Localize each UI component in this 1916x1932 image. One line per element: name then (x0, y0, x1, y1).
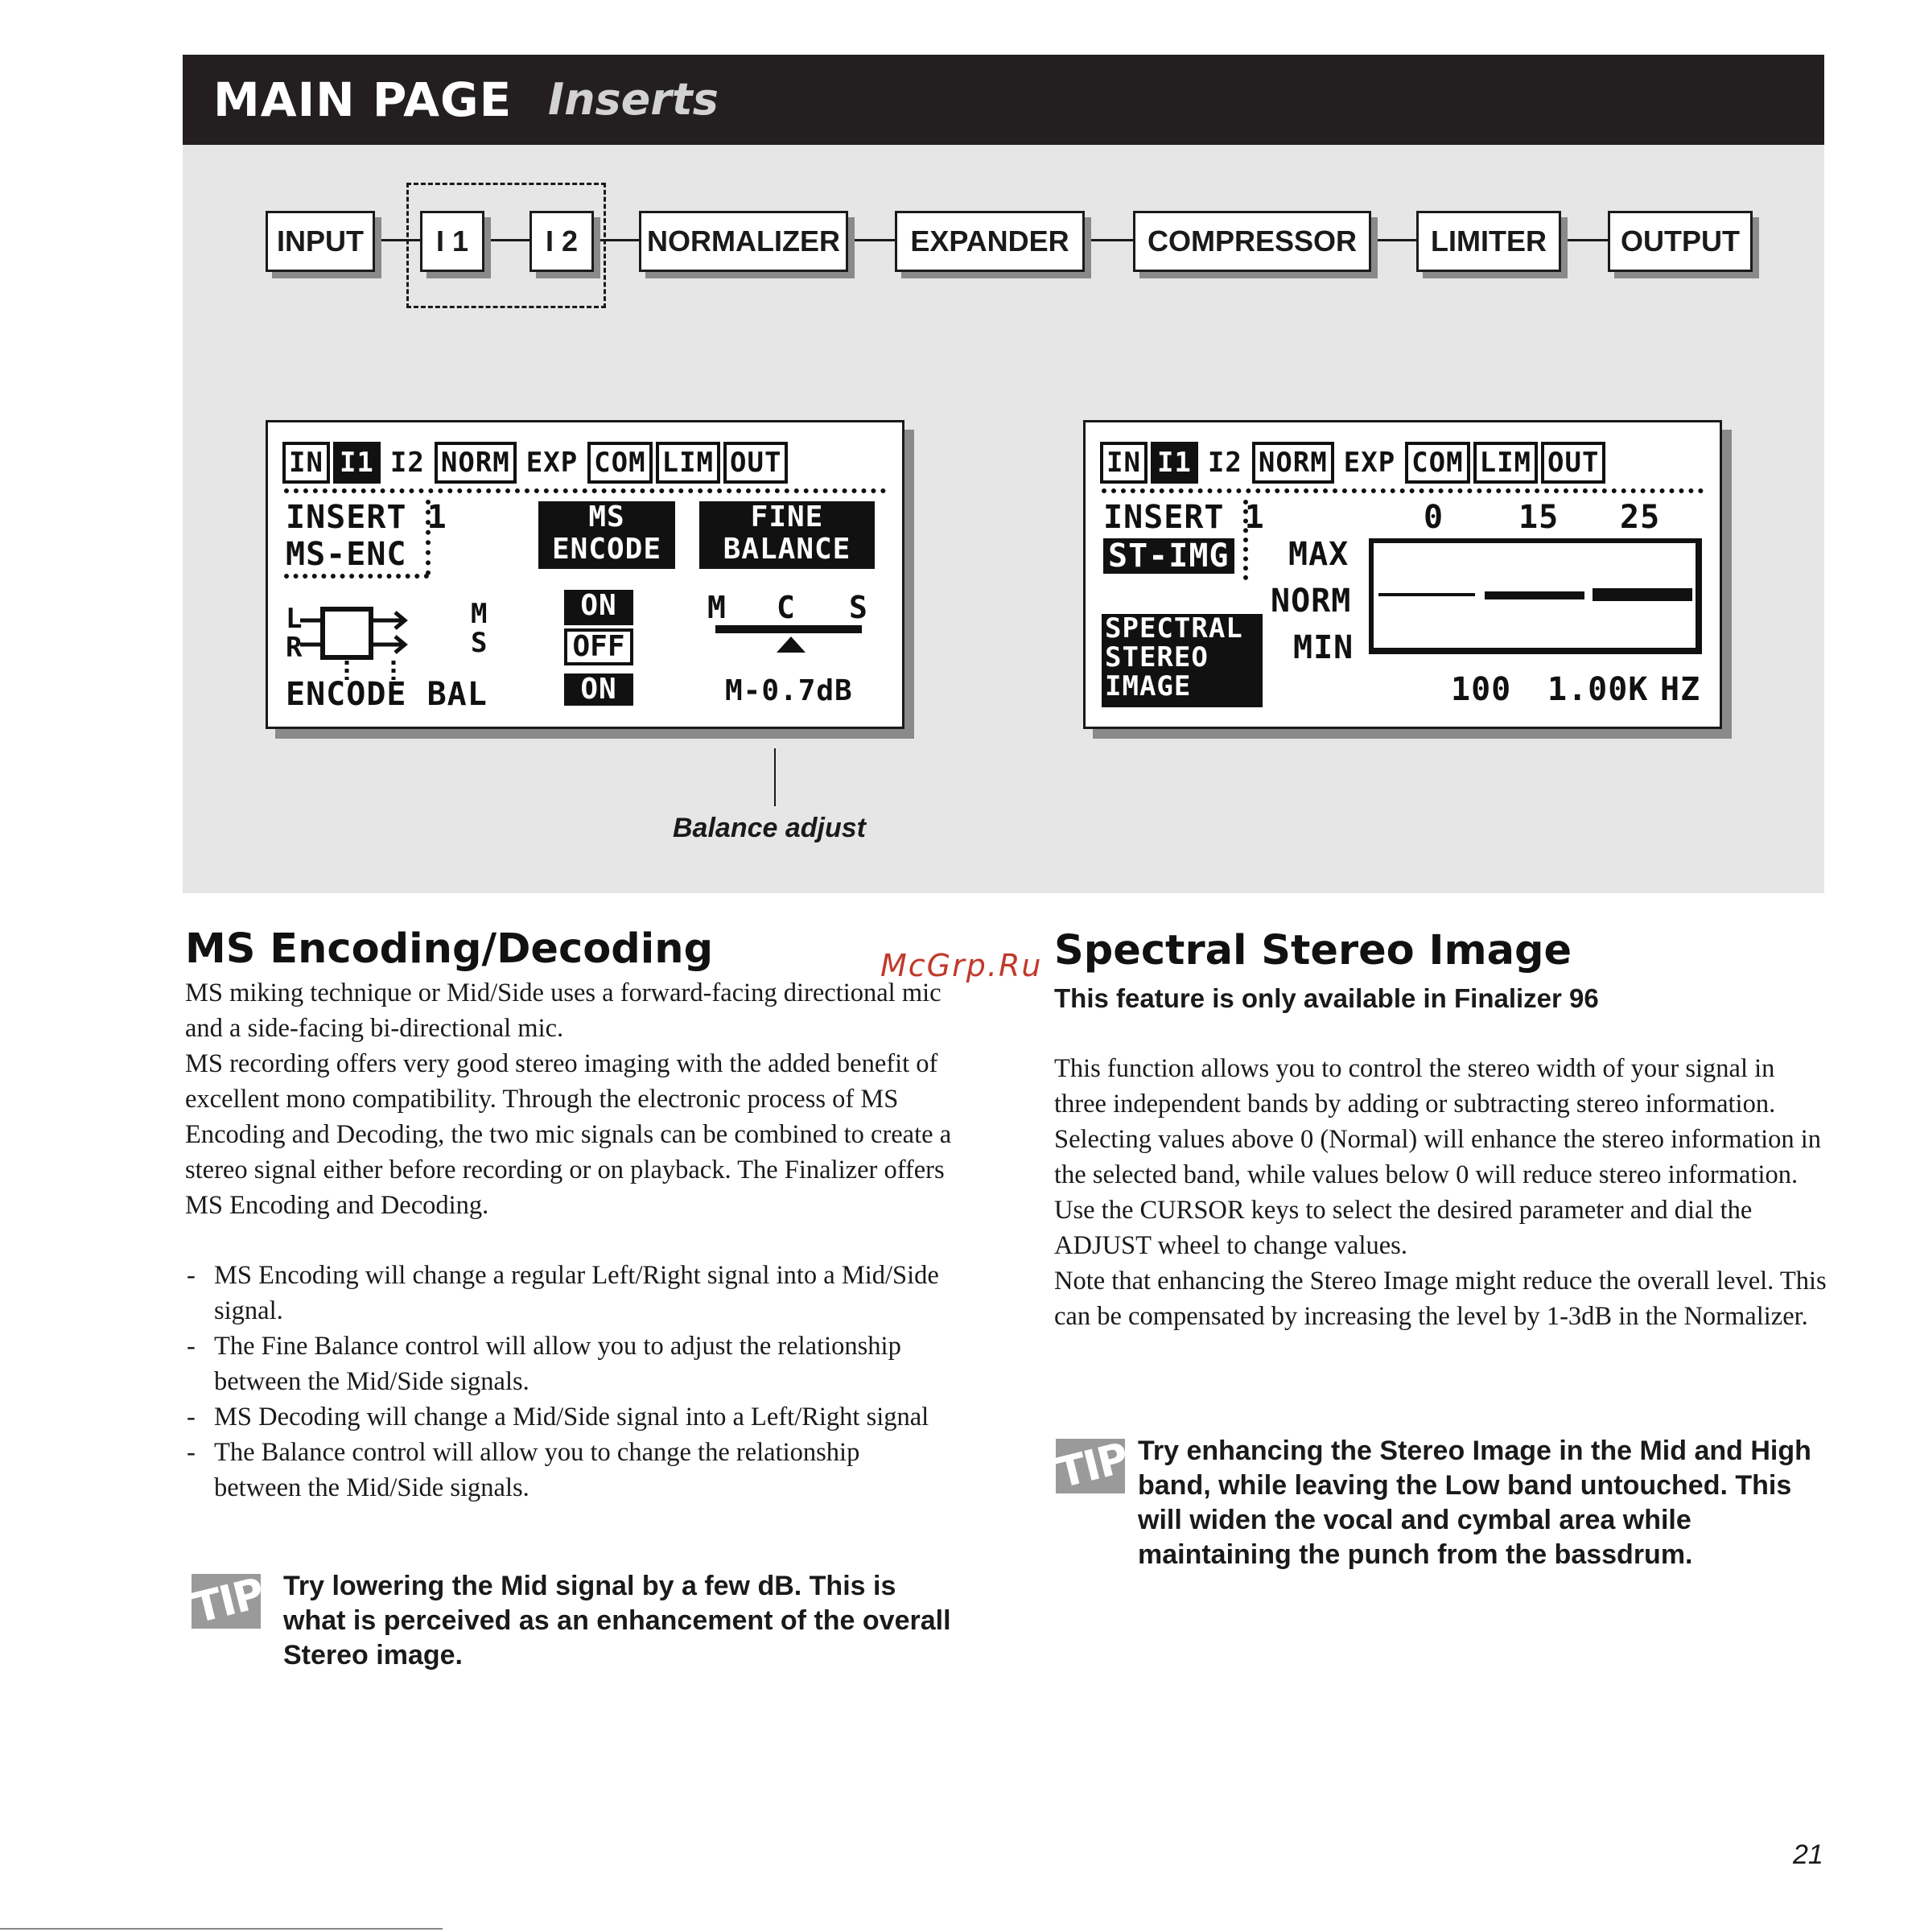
lcd-insert-label: INSERT 1 (286, 499, 447, 536)
stereo-image-graph (1369, 538, 1702, 654)
balance-value: M-0.7dB (725, 674, 853, 707)
top-value-mid: 15 (1518, 499, 1560, 536)
input-l: L (286, 603, 303, 635)
lcd-tab-i2: I2 (384, 442, 431, 484)
chain-compressor: COMPRESSOR (1133, 211, 1371, 272)
scale-m: M (707, 590, 727, 625)
lcd-ms-encode (266, 420, 904, 729)
chain-insert-1: I 1 (420, 211, 484, 272)
right-para-3: Note that enhancing the Stereo Image might reduce the overall level. This can be compensated by increasing the level by 1-3dB in the Normalizer. (1054, 1267, 1827, 1331)
lcd2-insert-label: INSERT 1 (1103, 499, 1265, 536)
ssi-line2: STEREO (1105, 641, 1209, 674)
left-bullet-list (185, 1258, 942, 1506)
top-value-high: 25 (1620, 499, 1661, 536)
lcd2-mode-label: ST-IMG (1103, 538, 1234, 574)
page-number: 21 (1793, 1839, 1823, 1870)
balance-slider-track (715, 625, 862, 633)
balance-adjust-callout: Balance adjust (673, 813, 866, 843)
lcd2-mode-divider (1243, 500, 1248, 580)
lcd2-tab-bar (1100, 442, 1609, 484)
lcd-tab-com: COM (587, 442, 652, 484)
band-high-level (1593, 588, 1692, 601)
ms-encode-line1: MS (588, 501, 625, 533)
ms-encode-block (538, 501, 675, 569)
scale-c: C (777, 590, 796, 625)
ssi-line1: SPECTRAL (1105, 612, 1243, 645)
chain-normalizer: NORMALIZER (639, 211, 848, 272)
scale-s: S (849, 590, 868, 625)
left-section-title: MS Encoding/Decoding (185, 925, 714, 973)
tip-icon: TIP (188, 1569, 268, 1633)
lcd2-divider (1102, 488, 1704, 493)
right-para-2: Use the CURSOR keys to select the desired parameter and dial the ADJUST wheel to change values. (1054, 1196, 1753, 1260)
lcd-tab-out: OUT (723, 442, 788, 484)
lcd-tab-norm: NORM (435, 442, 517, 484)
ms-encode-line2: ENCODE (551, 533, 662, 566)
watermark: McGrp.Ru (880, 948, 1043, 983)
lcd2-tab-norm: NORM (1252, 442, 1334, 484)
chain-input: INPUT (266, 211, 375, 272)
right-para-1: This function allows you to control the stereo width of your signal in three independent bands by adding or subtracting stereo information. Selecting values above 0 (Normal) will enhance the stereo information in the selected band, while values below 0 will reduce stereo information. (1054, 1054, 1822, 1189)
page-header (183, 55, 1824, 145)
tip-icon: TIP (1053, 1434, 1132, 1498)
balance-state-on: ON (564, 674, 633, 706)
bullet-balance: - The Balance control will allow you to change the relationship between the Mid/Side signals. (185, 1435, 942, 1506)
right-tip-text: Try enhancing the Stereo Image in the Mid and High band, while leaving the Low band untouched. This will widen the vocal and cymbal area while maintaining the punch from the bassdrum. (1138, 1436, 1811, 1570)
lcd-mode-divider (426, 500, 431, 575)
input-r: R (286, 632, 303, 664)
lcd2-tab-i1: I1 (1151, 442, 1198, 484)
spectral-stereo-image-block (1102, 614, 1263, 707)
ssi-line3: IMAGE (1105, 670, 1192, 702)
output-m: M (471, 598, 488, 630)
lcd-tab-exp: EXP (520, 442, 584, 484)
top-value-low: 0 (1424, 499, 1444, 536)
freq-low: 100 (1451, 671, 1512, 708)
left-para-1: MS miking technique or Mid/Side uses a forward-facing directional mic and a side-facing bi-directional mic. (185, 978, 942, 1043)
lcd2-tab-exp: EXP (1337, 442, 1402, 484)
left-body (185, 975, 958, 1223)
left-tip-text: Try lowering the Mid signal by a few dB. This is what is perceived as an enhancement of the overall Stereo image. (283, 1571, 951, 1670)
bullet-fine-balance: - The Fine Balance control will allow you to adjust the relationship between the Mid/Side signals. (185, 1329, 942, 1399)
encode-state-off: OFF (564, 628, 633, 665)
chain-limiter: LIMITER (1416, 211, 1561, 272)
balance-pointer-icon (775, 635, 807, 654)
header-title: MAIN PAGE (213, 72, 513, 127)
callout-line (774, 748, 776, 806)
right-body (1054, 1051, 1832, 1334)
row-min: MIN (1293, 629, 1354, 666)
ms-encoder-diagram (300, 603, 421, 683)
lcd-tab-in: IN (282, 442, 330, 484)
lcd2-tab-in: IN (1100, 442, 1148, 484)
output-s: S (471, 627, 488, 659)
lcd-mode-underline (284, 574, 429, 579)
fine-balance-line1: FINE (750, 501, 824, 533)
lcd-bottom-labels: ENCODE BAL (286, 676, 488, 713)
lcd-stereo-image (1083, 420, 1722, 729)
chain-expander: EXPANDER (895, 211, 1085, 272)
fine-balance-block (699, 501, 875, 569)
lcd-tab-i1: I1 (333, 442, 381, 484)
freq-unit: HZ (1660, 671, 1701, 708)
encode-state-on: ON (564, 590, 633, 625)
lcd-tab-bar (282, 442, 791, 484)
right-section-title: Spectral Stereo Image (1054, 927, 1572, 974)
freq-mid: 1.00K (1547, 671, 1649, 708)
lcd2-tab-out: OUT (1541, 442, 1605, 484)
lcd-mode-label: MS-ENC (286, 536, 407, 573)
chain-output: OUTPUT (1608, 211, 1753, 272)
footer-rule (0, 1928, 443, 1930)
fine-balance-line2: BALANCE (723, 533, 851, 566)
row-norm: NORM (1271, 583, 1352, 620)
bullet-ms-decoding: - MS Decoding will change a Mid/Side signal into a Left/Right signal (185, 1399, 942, 1435)
band-low-level (1378, 593, 1475, 596)
bullet-ms-encoding: - MS Encoding will change a regular Left/Right signal into a Mid/Side signal. (185, 1258, 942, 1329)
lcd-tab-lim: LIM (656, 442, 720, 484)
lcd2-tab-lim: LIM (1473, 442, 1538, 484)
row-max: MAX (1288, 536, 1349, 573)
chain-insert-2: I 2 (529, 211, 594, 272)
band-mid-level (1485, 591, 1584, 599)
header-subtitle: Inserts (548, 74, 719, 125)
lcd2-tab-i2: I2 (1201, 442, 1249, 484)
right-section-subtitle: This feature is only available in Finalizer 96 (1054, 983, 1599, 1013)
lcd-divider (284, 488, 886, 493)
left-para-2: MS recording offers very good stereo imaging with the added benefit of excellent mono compatibility. Through the electronic process of MS Encoding and Decoding, the two mic signals can be combined to create a stereo signal either before recording or on playback. The Finalizer offers MS Encoding and Decoding. (185, 1049, 952, 1220)
lcd2-tab-com: COM (1405, 442, 1469, 484)
